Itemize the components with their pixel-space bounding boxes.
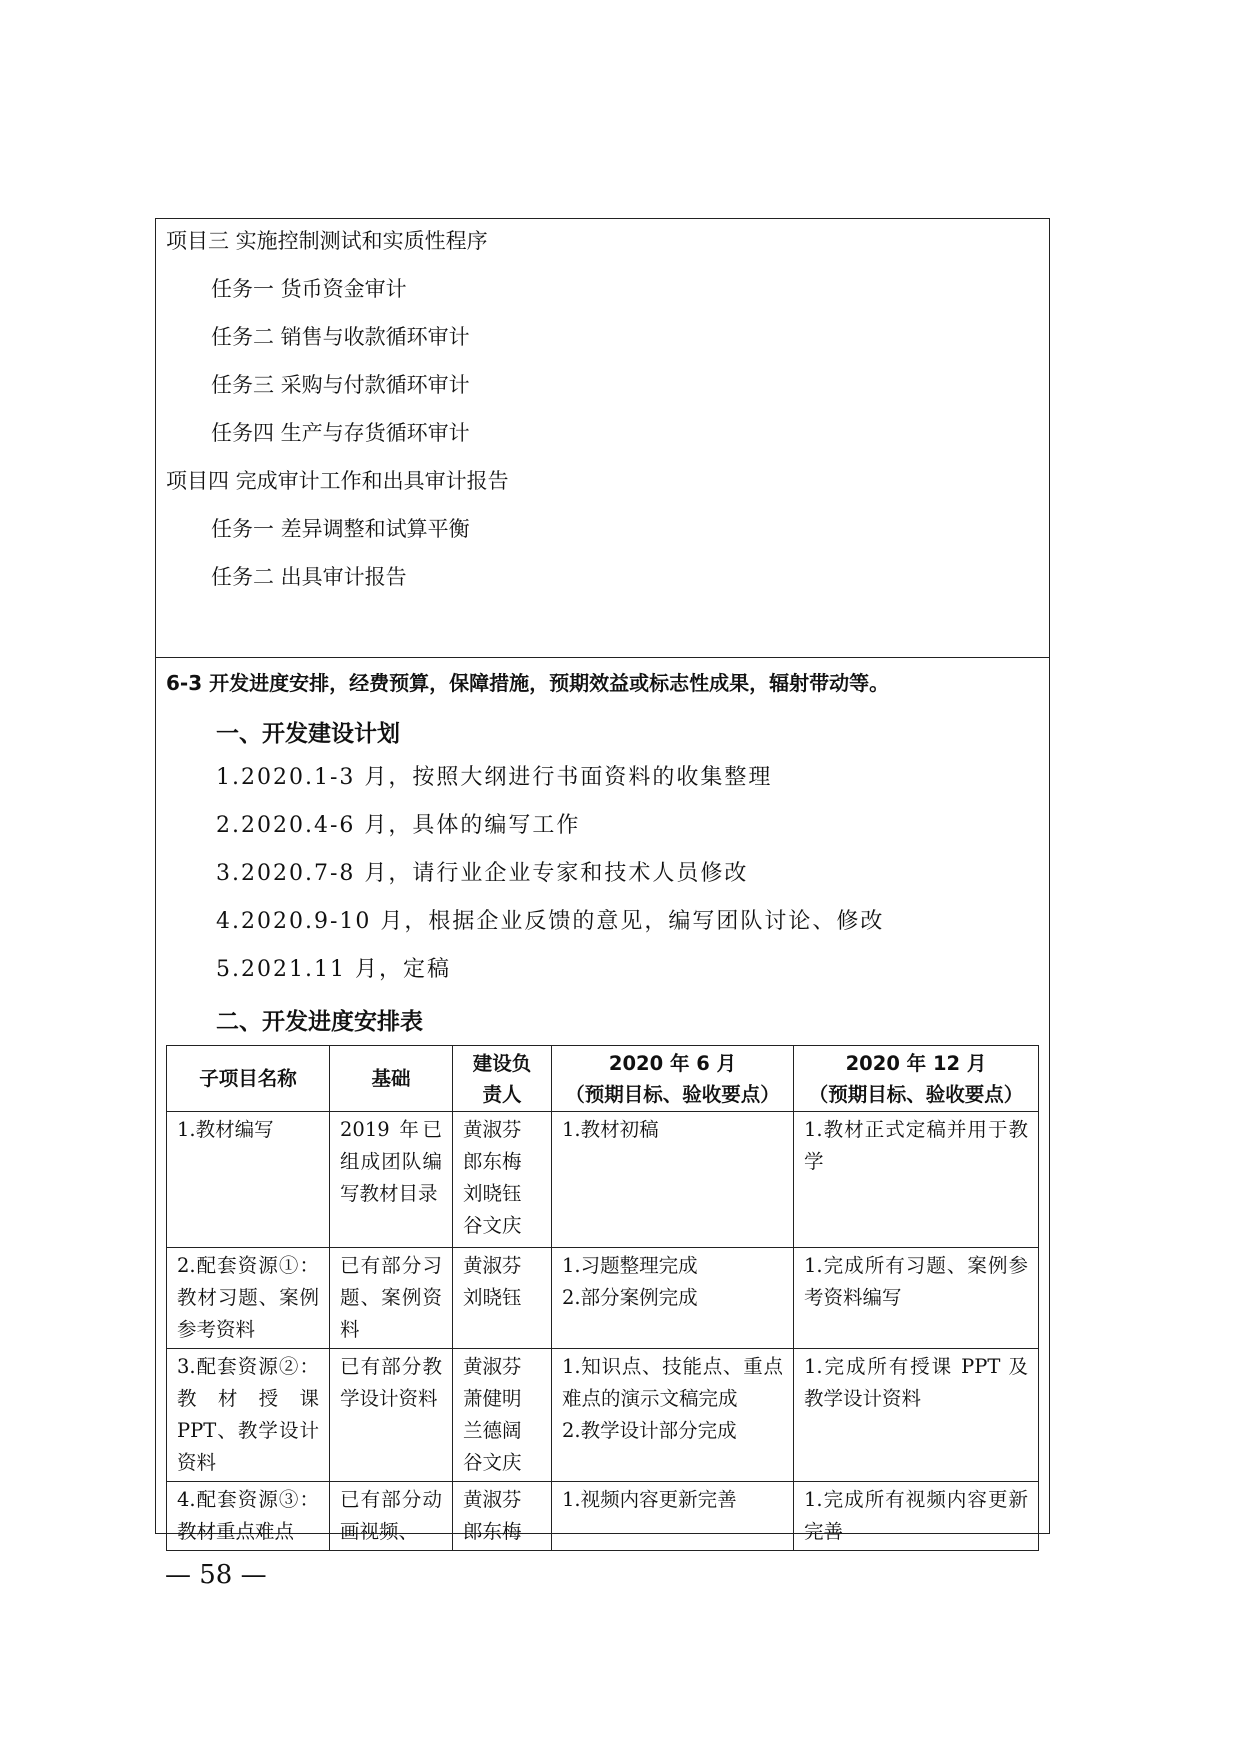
section-divider [156, 657, 1049, 658]
col-header-basis: 基础 [330, 1046, 453, 1112]
col-header-december: 2020 年 12 月 （预期目标、验收要点） [794, 1046, 1039, 1112]
schedule-table [166, 1045, 1039, 1551]
cell-owners: 黄淑芬 刘晓钰 [453, 1248, 552, 1349]
outline-task: 任务二 销售与收款循环审计 [211, 325, 470, 349]
outline-project-4: 项目四 完成审计工作和出具审计报告 [166, 469, 509, 493]
cell-june: 1.视频内容更新完善 [552, 1482, 794, 1551]
section-heading: 6-3 开发进度安排，经费预算，保障措施，预期效益或标志性成果，辐射带动等。 [166, 671, 890, 695]
outline-project-3: 项目三 实施控制测试和实质性程序 [166, 229, 488, 253]
plan-item: 5.2021.11 月，定稿 [216, 957, 451, 982]
schedule-heading: 二、开发进度安排表 [216, 1009, 423, 1035]
cell-june: 1.习题整理完成 2.部分案例完成 [552, 1248, 794, 1349]
col-header-june: 2020 年 6 月 （预期目标、验收要点） [552, 1046, 794, 1112]
table-row [167, 1112, 1039, 1248]
cell-owners: 黄淑芬 郎东梅 刘晓钰 谷文庆 [453, 1112, 552, 1248]
cell-december: 1.完成所有授课 PPT 及教学设计资料 [794, 1349, 1039, 1482]
cell-owners: 黄淑芬 郎东梅 [453, 1482, 552, 1551]
cell-december: 1.教材正式定稿并用于教学 [794, 1112, 1039, 1248]
cell-name: 4.配套资源③：教材重点难点 [167, 1482, 330, 1551]
cell-june: 1.教材初稿 [552, 1112, 794, 1248]
outline-task: 任务二 出具审计报告 [211, 565, 407, 589]
cell-name: 2.配套资源①：教材习题、案例参考资料 [167, 1248, 330, 1349]
cell-december: 1.完成所有视频内容更新完善 [794, 1482, 1039, 1551]
table-row [167, 1248, 1039, 1349]
cell-basis: 2019 年已组成团队编写教材目录 [330, 1112, 453, 1248]
outline-task: 任务一 差异调整和试算平衡 [211, 517, 470, 541]
outline-task: 任务四 生产与存货循环审计 [211, 421, 470, 445]
table-row [167, 1482, 1039, 1551]
cell-basis: 已有部分习题、案例资料 [330, 1248, 453, 1349]
plan-item: 3.2020.7-8 月，请行业企业专家和技术人员修改 [216, 861, 749, 886]
cell-name: 3.配套资源②：教材授课 PPT、教学设计资料 [167, 1349, 330, 1482]
plan-heading: 一、开发建设计划 [216, 721, 400, 747]
page-number: — 58 — [165, 1560, 267, 1590]
cell-owners: 黄淑芬 萧健明 兰德阔 谷文庆 [453, 1349, 552, 1482]
col-header-owner: 建设负 责人 [453, 1046, 552, 1112]
plan-item: 2.2020.4-6 月，具体的编写工作 [216, 813, 581, 838]
outline-task: 任务一 货币资金审计 [211, 277, 407, 301]
cell-june: 1.知识点、技能点、重点难点的演示文稿完成 2.教学设计部分完成 [552, 1349, 794, 1482]
plan-item: 1.2020.1-3 月，按照大纲进行书面资料的收集整理 [216, 765, 773, 790]
content-frame [155, 218, 1050, 1543]
outline-task: 任务三 采购与付款循环审计 [211, 373, 470, 397]
table-header-row [167, 1046, 1039, 1112]
plan-item: 4.2020.9-10 月，根据企业反馈的意见，编写团队讨论、修改 [216, 909, 885, 934]
cell-basis: 已有部分教学设计资料 [330, 1349, 453, 1482]
col-header-name: 子项目名称 [167, 1046, 330, 1112]
cell-basis: 已有部分动画视频、 [330, 1482, 453, 1551]
cell-december: 1.完成所有习题、案例参考资料编写 [794, 1248, 1039, 1349]
cell-name: 1.教材编写 [167, 1112, 330, 1248]
table-row [167, 1349, 1039, 1482]
